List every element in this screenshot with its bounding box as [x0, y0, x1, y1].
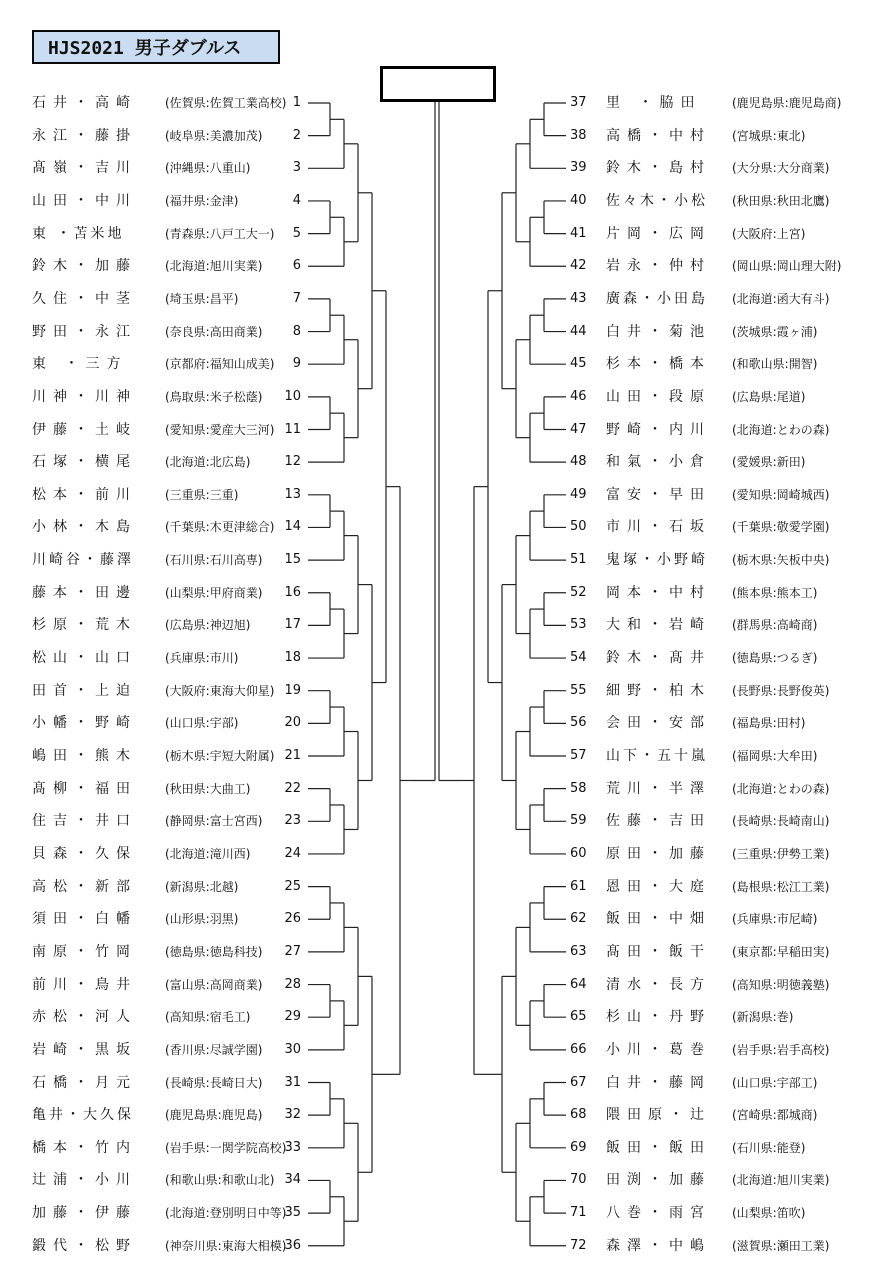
seed-number: 45: [570, 356, 587, 372]
school-label: (熊本県:熊本工): [732, 585, 818, 600]
player-names: 松本・前川: [32, 486, 137, 503]
school-label: (岐阜県:美濃加茂): [165, 128, 263, 143]
player-names: 白井・藤岡: [606, 1074, 711, 1091]
seed-number: 42: [570, 258, 587, 274]
player-names: 山田・中川: [32, 192, 137, 209]
school-label: (福島県:田村): [732, 716, 806, 731]
bracket-entry: [0, 514, 300, 540]
bracket-entry: [570, 1167, 870, 1193]
player-names: 髙田・飯干: [606, 943, 711, 960]
seed-number: 67: [570, 1074, 587, 1090]
bracket-entry: [0, 743, 300, 769]
bracket-entry: [570, 678, 870, 704]
bracket-entry: [570, 906, 870, 932]
bracket-entry: [0, 384, 300, 410]
player-names: 松山・山口: [32, 650, 137, 667]
player-names: 佐藤・吉田: [606, 813, 711, 830]
seed-number: 31: [284, 1074, 301, 1090]
school-label: (北海道:滝川西): [165, 846, 251, 861]
seed-number: 66: [570, 1041, 587, 1057]
school-label: (神奈川県:東海大相模): [165, 1238, 287, 1253]
player-names: 杉山・丹野: [606, 1009, 711, 1026]
bracket-entry: [570, 972, 870, 998]
bracket-entry: [0, 1037, 300, 1063]
seed-number: 17: [284, 617, 301, 633]
bracket-entry: [0, 286, 300, 312]
bracket-entry: [570, 1070, 870, 1096]
school-label: (埼玉県:昌平): [165, 291, 239, 306]
bracket-entry: [570, 417, 870, 443]
bracket-entry: [570, 221, 870, 247]
player-names: 杉原・荒木: [32, 617, 137, 634]
school-label: (三重県:伊勢工業): [732, 846, 830, 861]
player-names: 佐々木・小松: [606, 192, 708, 209]
player-names: 森澤・中嶋: [606, 1237, 711, 1254]
school-label: (北海道:函大有斗): [732, 291, 830, 306]
bracket-entry: [0, 188, 300, 214]
school-label: (福井県:金津): [165, 193, 239, 208]
school-label: (長崎県:長崎日大): [165, 1075, 263, 1090]
school-label: (宮崎県:都城商): [732, 1108, 818, 1123]
seed-number: 56: [570, 715, 587, 731]
bracket-entry: [570, 874, 870, 900]
player-names: 石橋・月元: [32, 1074, 137, 1091]
bracket-entry: [0, 1070, 300, 1096]
school-label: (愛媛県:新田): [732, 455, 806, 470]
seed-number: 30: [284, 1041, 301, 1057]
seed-number: 55: [570, 682, 587, 698]
seed-number: 28: [284, 976, 301, 992]
player-names: 東 ・苫米地: [32, 225, 125, 242]
school-label: (広島県:尾道): [732, 389, 806, 404]
school-label: (北海道:登別明日中等): [165, 1206, 287, 1221]
bracket-entry: [570, 90, 870, 116]
seed-number: 8: [292, 323, 301, 339]
school-label: (鹿児島県:鹿児島商): [732, 96, 842, 110]
seed-number: 4: [292, 192, 301, 208]
school-label: (鹿児島県:鹿児島): [165, 1108, 263, 1123]
player-names: 高松・新部: [32, 878, 137, 895]
seed-number: 3: [292, 160, 301, 176]
bracket-entry: [0, 612, 300, 638]
player-names: 廣森・小田島: [606, 290, 708, 307]
seed-number: 70: [570, 1172, 587, 1188]
seed-number: 5: [292, 225, 301, 241]
seed-number: 22: [284, 780, 301, 796]
school-label: (新潟県:巻): [732, 1010, 794, 1025]
player-names: 川神・川神: [32, 388, 137, 405]
player-names: 恩田・大庭: [606, 878, 711, 895]
seed-number: 54: [570, 650, 587, 666]
bracket-entry: [0, 939, 300, 965]
seed-number: 36: [284, 1237, 301, 1253]
player-names: 久住・中茎: [32, 290, 137, 307]
bracket-entry: [0, 1233, 300, 1259]
seed-number: 44: [570, 323, 587, 339]
school-label: (北海道:北広島): [165, 455, 251, 470]
school-label: (岩手県:一関学院高校): [165, 1140, 287, 1155]
player-names: 小林・木島: [32, 519, 137, 536]
player-names: 野崎・内川: [606, 421, 711, 438]
seed-number: 38: [570, 127, 587, 143]
bracket-entry: [0, 841, 300, 867]
player-names: 和氣・小倉: [606, 454, 711, 471]
school-label: (滋賀県:瀬田工業): [732, 1238, 830, 1253]
school-label: (兵庫県:市尼崎): [732, 912, 818, 927]
bracket-entry: [0, 874, 300, 900]
player-names: 赤松・河人: [32, 1009, 137, 1026]
bracket-entry: [570, 319, 870, 345]
player-names: 会田・安部: [606, 715, 711, 732]
player-names: 東 ・三方: [32, 356, 128, 373]
bracket-entry: [570, 776, 870, 802]
player-names: 石塚・横尾: [32, 454, 137, 471]
player-names: 細野・柏木: [606, 682, 711, 699]
bracket-entry: [570, 612, 870, 638]
school-label: (高知県:宿毛工): [165, 1010, 251, 1025]
bracket-entry: [0, 1135, 300, 1161]
school-label: (北海道:旭川実業): [165, 259, 263, 274]
seed-number: 53: [570, 617, 587, 633]
player-names: 嶋田・熊木: [32, 748, 137, 764]
player-names: 前川・鳥井: [32, 976, 137, 993]
seed-number: 39: [570, 160, 587, 176]
seed-number: 52: [570, 584, 587, 600]
player-names: 岡本・中村: [606, 584, 711, 601]
school-label: (石川県:能登): [732, 1140, 806, 1155]
seed-number: 63: [570, 943, 587, 959]
school-label: (愛知県:岡崎城西): [732, 487, 830, 502]
bracket-entry: [570, 1135, 870, 1161]
bracket-entry: [0, 645, 300, 671]
player-names: 川崎谷・藤澤: [32, 552, 134, 569]
player-names: 石井・高崎: [32, 95, 137, 111]
school-label: (青森県:八戸工大一): [165, 226, 275, 241]
seed-number: 62: [570, 911, 587, 927]
bracket-entry: [0, 449, 300, 475]
player-names: 伊藤・土岐: [32, 421, 137, 438]
bracket-entry: [0, 808, 300, 834]
seed-number: 20: [284, 715, 301, 731]
bracket-entry: [570, 155, 870, 181]
bracket-entry: [570, 808, 870, 834]
page-title: HJS2021 男子ダブルス: [32, 30, 280, 64]
school-label: (群馬県:高崎商): [732, 618, 818, 633]
bracket-entry: [570, 1004, 870, 1030]
school-label: (山口県:宇部): [165, 716, 239, 731]
school-label: (北海道:旭川実業): [732, 1173, 830, 1188]
seed-number: 32: [284, 1107, 301, 1123]
bracket-entry: [570, 286, 870, 312]
player-names: 田渕・加藤: [606, 1172, 711, 1189]
seed-number: 59: [570, 813, 587, 829]
seed-number: 41: [570, 225, 587, 241]
seed-number: 24: [284, 845, 301, 861]
school-label: (岩手県:岩手高校): [732, 1042, 830, 1057]
school-label: (山梨県:甲府商業): [165, 585, 263, 600]
school-label: (福岡県:大牟田): [732, 749, 818, 763]
player-names: 清水・長方: [606, 976, 711, 993]
seed-number: 72: [570, 1237, 587, 1253]
bracket-entry: [570, 1200, 870, 1226]
school-label: (長野県:長野俊英): [732, 683, 830, 698]
bracket-entry: [0, 351, 300, 377]
seed-number: 48: [570, 454, 587, 470]
school-label: (愛知県:愛産大三河): [165, 422, 275, 437]
player-names: 岩永・仲村: [606, 258, 711, 275]
player-names: 荒川・半澤: [606, 780, 711, 797]
bracket-entry: [0, 319, 300, 345]
seed-number: 58: [570, 780, 587, 796]
player-names: 飯田・飯田: [606, 1139, 711, 1156]
player-names: 杉本・橋本: [606, 356, 711, 373]
bracket-entry: [570, 645, 870, 671]
school-label: (徳島県:つるぎ): [732, 651, 818, 666]
school-label: (宮城県:東北): [732, 128, 806, 143]
seed-number: 18: [284, 650, 301, 666]
player-names: 八巻・雨宮: [606, 1205, 711, 1222]
school-label: (大阪府:東海大仰星): [165, 683, 275, 698]
player-names: 亀井・大久保: [32, 1107, 134, 1124]
school-label: (静岡県:富士宮西): [165, 814, 263, 829]
bracket-entry: [0, 580, 300, 606]
player-names: 南原・竹岡: [32, 943, 137, 960]
bracket-entry: [570, 710, 870, 736]
school-label: (佐賀県:佐賀工業高校): [165, 96, 287, 110]
seed-number: 29: [284, 1009, 301, 1025]
bracket-entry: [570, 384, 870, 410]
seed-number: 2: [292, 127, 301, 143]
seed-number: 61: [570, 878, 587, 894]
seed-number: 6: [292, 258, 301, 274]
seed-number: 12: [284, 454, 301, 470]
school-label: (山梨県:笛吹): [732, 1206, 806, 1221]
seed-number: 43: [570, 290, 587, 306]
player-names: 髙嶺・吉川: [32, 160, 137, 177]
bracket-entry: [0, 155, 300, 181]
player-names: 鈴木・島村: [606, 160, 711, 177]
bracket-entry: [570, 482, 870, 508]
bracket-entry: [570, 514, 870, 540]
seed-number: 49: [570, 486, 587, 502]
bracket-entry: [570, 1233, 870, 1259]
seed-number: 71: [570, 1205, 587, 1221]
player-names: 高橋・中村: [606, 127, 711, 144]
seed-number: 47: [570, 421, 587, 437]
bracket-entry: [0, 547, 300, 573]
bracket-entry: [0, 90, 300, 116]
bracket-entry: [0, 123, 300, 149]
school-label: (秋田県:秋田北鷹): [732, 193, 830, 208]
school-label: (和歌山県:和歌山北): [165, 1173, 275, 1188]
bracket-entry: [0, 710, 300, 736]
player-names: 大和・岩崎: [606, 617, 711, 634]
bracket-entry: [0, 972, 300, 998]
school-label: (千葉県:敬愛学園): [732, 520, 830, 535]
player-names: 隈田原・辻: [606, 1107, 711, 1124]
school-label: (秋田県:大曲工): [165, 781, 251, 796]
bracket-entry: [0, 1004, 300, 1030]
seed-number: 37: [570, 95, 587, 110]
seed-number: 9: [292, 356, 301, 372]
seed-number: 16: [284, 584, 301, 600]
school-label: (茨城県:霞ヶ浦): [732, 324, 818, 339]
player-names: 貝森・久保: [32, 845, 137, 862]
player-names: 田首・上迫: [32, 682, 137, 699]
school-label: (岡山県:岡山理大附): [732, 259, 842, 274]
school-label: (和歌山県:開智): [732, 357, 818, 372]
bracket-entry: [570, 449, 870, 475]
player-names: 須田・白幡: [32, 911, 137, 928]
player-names: 小幡・野崎: [32, 715, 137, 732]
seed-number: 35: [284, 1205, 301, 1221]
player-names: 原田・加藤: [606, 845, 711, 862]
bracket-entry: [570, 253, 870, 279]
seed-number: 13: [284, 486, 301, 502]
seed-number: 15: [284, 552, 301, 568]
player-names: 山田・段原: [606, 388, 711, 405]
seed-number: 57: [570, 748, 587, 763]
player-names: 片岡・広岡: [606, 225, 711, 242]
seed-number: 50: [570, 519, 587, 535]
seed-number: 14: [284, 519, 301, 535]
seed-number: 34: [284, 1172, 301, 1188]
bracket-entry: [0, 482, 300, 508]
bracket-entry: [0, 253, 300, 279]
bracket-entry: [570, 123, 870, 149]
seed-number: 69: [570, 1139, 587, 1155]
bracket-entry: [570, 939, 870, 965]
seed-number: 51: [570, 552, 587, 568]
school-label: (奈良県:高田商業): [165, 324, 263, 339]
seed-number: 7: [292, 290, 301, 306]
bracket-entry: [570, 547, 870, 573]
player-names: 鬼塚・小野崎: [606, 552, 708, 569]
bracket-entry: [570, 580, 870, 606]
seed-number: 46: [570, 388, 587, 404]
seed-number: 23: [284, 813, 301, 829]
player-names: 小川・葛巻: [606, 1041, 711, 1058]
player-names: 住吉・井口: [32, 813, 137, 830]
player-names: 鈴木・髙井: [606, 650, 711, 667]
seed-number: 11: [284, 421, 301, 437]
school-label: (山口県:宇部工): [732, 1075, 818, 1090]
bracket-entry: [0, 221, 300, 247]
school-label: (島根県:松江工業): [732, 879, 830, 894]
player-names: 藤本・田邊: [32, 584, 137, 601]
school-label: (高知県:明徳義塾): [732, 977, 830, 992]
bracket-entry: [570, 351, 870, 377]
player-names: 市川・石坂: [606, 519, 711, 536]
player-names: 飯田・中畑: [606, 911, 711, 928]
school-label: (東京都:早稲田実): [732, 944, 830, 959]
bracket-entry: [0, 906, 300, 932]
seed-number: 10: [284, 388, 301, 404]
school-label: (北海道:とわの森): [732, 422, 830, 437]
player-names: 里 ・脇田: [606, 95, 702, 111]
bracket-entry: [0, 1167, 300, 1193]
seed-number: 33: [284, 1139, 301, 1155]
seed-number: 25: [284, 878, 301, 894]
seed-number: 40: [570, 192, 587, 208]
school-label: (広島県:神辺旭): [165, 618, 251, 633]
bracket-entry: [570, 1102, 870, 1128]
seed-number: 65: [570, 1009, 587, 1025]
bracket-entry: [0, 1102, 300, 1128]
school-label: (栃木県:矢板中央): [732, 553, 830, 568]
school-label: (新潟県:北越): [165, 879, 239, 894]
player-names: 野田・永江: [32, 323, 137, 340]
school-label: (兵庫県:市川): [165, 651, 239, 666]
bracket-entry: [0, 417, 300, 443]
player-names: 辻浦・小川: [32, 1172, 137, 1189]
player-names: 富安・早田: [606, 486, 711, 503]
seed-number: 1: [292, 95, 301, 110]
seed-number: 64: [570, 976, 587, 992]
school-label: (山形県:羽黒): [165, 912, 239, 927]
bracket-entry: [0, 678, 300, 704]
bracket-entry: [570, 743, 870, 769]
seed-number: 68: [570, 1107, 587, 1123]
school-label: (富山県:高岡商業): [165, 977, 263, 992]
school-label: (沖縄県:八重山): [165, 161, 251, 176]
school-label: (香川県:尽誠学園): [165, 1042, 263, 1057]
player-names: 鈴木・加藤: [32, 258, 137, 275]
player-names: 鍛代・松野: [32, 1237, 137, 1254]
school-label: (千葉県:木更津総合): [165, 520, 275, 535]
school-label: (大分県:大分商業): [732, 161, 830, 176]
school-label: (栃木県:宇短大附属): [165, 749, 275, 763]
school-label: (鳥取県:米子松蔭): [165, 389, 263, 404]
bracket-entry: [570, 1037, 870, 1063]
bracket-entry: [0, 776, 300, 802]
seed-number: 60: [570, 845, 587, 861]
player-names: 山下・五十嵐: [606, 748, 708, 764]
seed-number: 26: [284, 911, 301, 927]
school-label: (京都府:福知山成美): [165, 357, 275, 372]
player-names: 岩崎・黒坂: [32, 1041, 137, 1058]
seed-number: 19: [284, 682, 301, 698]
bracket-entry: [570, 188, 870, 214]
player-names: 永江・藤掛: [32, 127, 137, 144]
player-names: 加藤・伊藤: [32, 1205, 137, 1222]
player-names: 髙柳・福田: [32, 780, 137, 797]
school-label: (三重県:三重): [165, 487, 239, 502]
player-names: 橋本・竹内: [32, 1139, 137, 1156]
player-names: 白井・菊池: [606, 323, 711, 340]
bracket-entry: [570, 841, 870, 867]
school-label: (大阪府:上宮): [732, 226, 806, 241]
school-label: (長崎県:長崎南山): [732, 814, 830, 829]
seed-number: 27: [284, 943, 301, 959]
school-label: (石川県:石川高専): [165, 553, 263, 568]
bracket-entry: [0, 1200, 300, 1226]
seed-number: 21: [284, 748, 301, 763]
school-label: (北海道:とわの森): [732, 781, 830, 796]
school-label: (徳島県:徳島科技): [165, 944, 263, 959]
